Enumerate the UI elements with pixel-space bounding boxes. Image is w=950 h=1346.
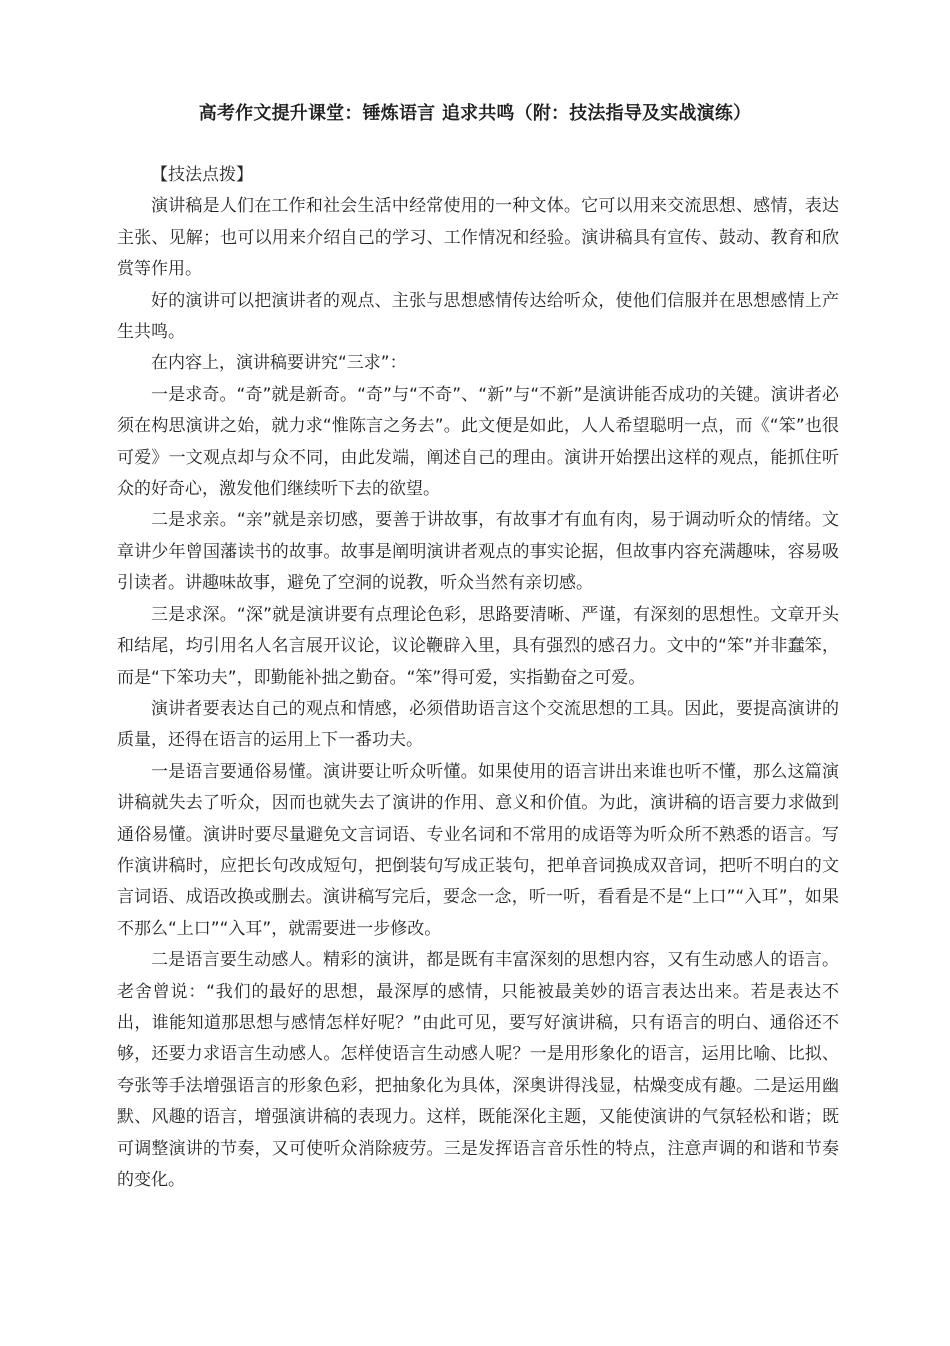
paragraph: 好的演讲可以把演讲者的观点、主张与思想感情传达给听众，使他们信服并在思想感情上产生共鸣。	[117, 290, 839, 343]
paragraph: 三是求深。“深”就是演讲要有点理论色彩，思路要清晰、严谨，有深刻的思想性。文章开头和结尾，均引用名人名言展开议论，议论鞭辟入里，具有强烈的感召力。文中的“笨”并非蠢笨，而是“下笨功夫”，即勤能补拙之勤奋。“笨”得可爱，实指勤奋之可爱。	[117, 604, 839, 688]
paragraph: 演讲者要表达自己的观点和情感，必须借助语言这个交流思想的工具。因此，要提高演讲的质量，还得在语言的运用上下一番功夫。	[117, 698, 839, 751]
paragraph: 一是求奇。“奇”就是新奇。“奇”与“不奇”、“新”与“不新”是演讲能否成功的关键。演讲者必须在构思演讲之始，就力求“惟陈言之务去”。此文便是如此，人人希望聪明一点，而《“笨”也很可爱》一文观点却与众不同，由此发端，阐述自己的理由。演讲开始摆出这样的观点，能抓住听众的好奇心，激发他们继续听下去的欲望。	[117, 384, 839, 500]
document-body	[117, 160, 839, 1196]
paragraph: 二是语言要生动感人。精彩的演讲，都是既有丰富深刻的思想内容，又有生动感人的语言。老舍曾说：“我们的最好的思想，最深厚的感情，只能被最美妙的语言表达出来。若是表达不出，谁能知道那思想与感情怎样好呢？”由此可见，要写好演讲稿，只有语言的明白、通俗还不够，还要力求语言生动感人。怎样使语言生动感人呢？一是用形象化的语言，运用比喻、比拟、夸张等手法增强语言的形象色彩，把抽象化为具体，深奥讲得浅显，枯燥变成有趣。二是运用幽默、风趣的语言，增强演讲稿的表现力。这样，既能深化主题，又能使演讲的气氛轻松和谐；既可调整演讲的节奏，又可使听众消除疲劳。三是发挥语言音乐性的特点，注意声调的和谐和节奏的变化。	[117, 950, 839, 1190]
paragraph: 演讲稿是人们在工作和社会生活中经常使用的一种文体。它可以用来交流思想、感情，表达主张、见解；也可以用来介绍自己的学习、工作情况和经验。演讲稿具有宣传、鼓动、教育和欣赏等作用。	[117, 196, 839, 280]
paragraph: 一是语言要通俗易懂。演讲要让听众听懂。如果使用的语言讲出来谁也听不懂，那么这篇演讲稿就失去了听众，因而也就失去了演讲的作用、意义和价值。为此，演讲稿的语言要力求做到通俗易懂。演讲时要尽量避免文言词语、专业名词和不常用的成语等为听众所不熟悉的语言。写作演讲稿时，应把长句改成短句，把倒装句写成正装句，把单音词换成双音词，把听不明白的文言词语、成语改换或删去。演讲稿写完后，要念一念，听一听，看看是不是“上口”“入耳”，如果不那么“上口”“入耳”，就需要进一步修改。	[117, 761, 839, 939]
section-heading: 【技法点拨】	[151, 165, 253, 185]
paragraph: 在内容上，演讲稿要讲究“三求”：	[151, 353, 407, 374]
document-title: 高考作文提升课堂：锤炼语言 追求共鸣（附：技法指导及实战演练）	[198, 103, 752, 124]
paragraph: 二是求亲。“亲”就是亲切感，要善于讲故事，有故事才有血有肉，易于调动听众的情绪。文章讲少年曾国藩读书的故事。故事是阐明演讲者观点的事实论据，但故事内容充满趣味，容易吸引读者。讲趣味故事，避免了空洞的说教，听众当然有亲切感。	[117, 510, 839, 594]
